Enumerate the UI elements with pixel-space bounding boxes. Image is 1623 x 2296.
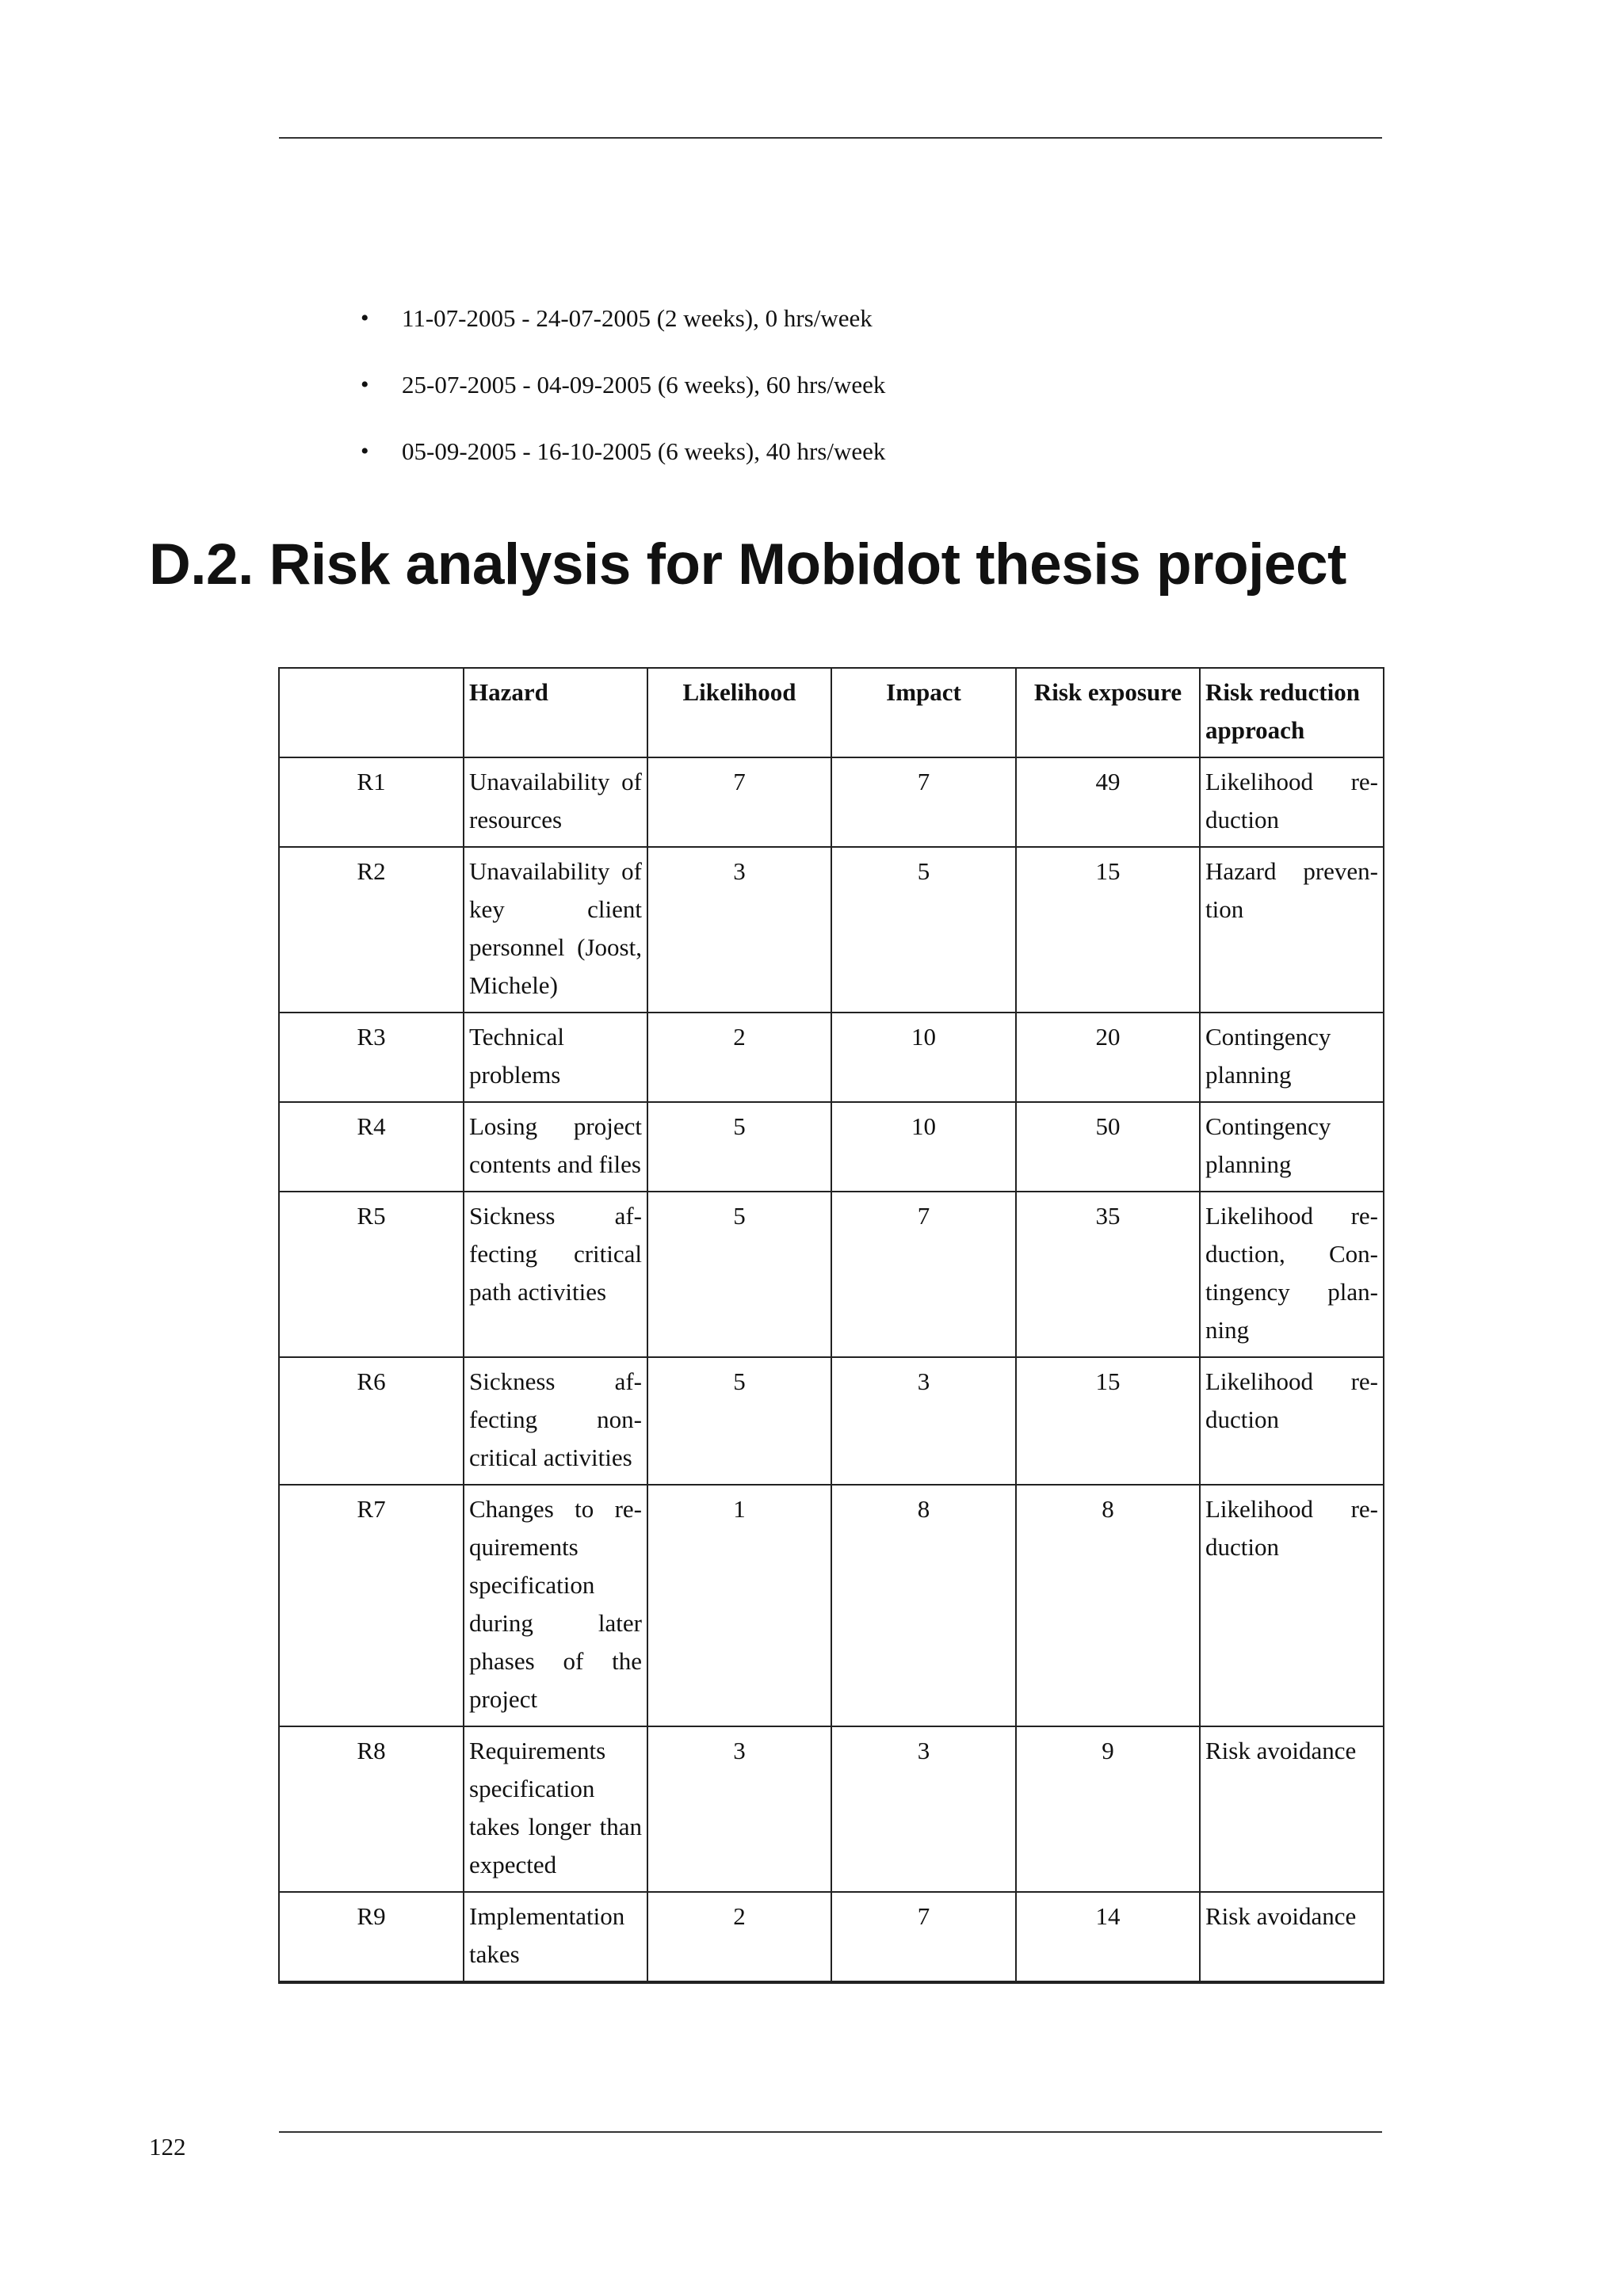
exposure-cell: 15 — [1016, 1357, 1200, 1485]
list-item — [361, 369, 885, 436]
likelihood-cell: 3 — [647, 847, 831, 1013]
table-row — [279, 1192, 1384, 1357]
hazard-cell: Sickness affecting non-critical activities — [464, 1357, 647, 1485]
hazard-cell: Changes to requirements specification during later phases of the project — [464, 1485, 647, 1726]
approach-cell: Hazard prevention — [1200, 847, 1384, 1013]
exposure-cell: 49 — [1016, 757, 1200, 847]
list-item-text: 05-09-2005 - 16-10-2005 (6 weeks), 40 hrs/week — [402, 437, 886, 465]
table-row — [279, 1485, 1384, 1726]
table-row — [279, 1357, 1384, 1485]
header-rule — [279, 137, 1382, 139]
hazard-cell: Technical problems — [464, 1013, 647, 1102]
risk-table — [278, 667, 1384, 1984]
risk-id: R5 — [279, 1192, 464, 1357]
risk-id: R8 — [279, 1726, 464, 1892]
risk-id: R2 — [279, 847, 464, 1013]
impact-cell: 5 — [831, 847, 1016, 1013]
exposure-cell: 20 — [1016, 1013, 1200, 1102]
impact-cell: 10 — [831, 1013, 1016, 1102]
risk-id: R9 — [279, 1892, 464, 1982]
bullet-icon: • — [361, 438, 369, 464]
hazard-cell: Implementation takes — [464, 1892, 647, 1982]
likelihood-cell: 5 — [647, 1102, 831, 1192]
list-item-text: 25-07-2005 - 04-09-2005 (6 weeks), 60 hrs/week — [402, 371, 886, 399]
table-row — [279, 1102, 1384, 1192]
approach-cell: Likelihood reduction — [1200, 757, 1384, 847]
likelihood-cell: 5 — [647, 1357, 831, 1485]
table-header-row — [279, 668, 1384, 757]
impact-cell: 7 — [831, 757, 1016, 847]
schedule-list — [361, 303, 885, 502]
header-hazard: Hazard — [464, 668, 647, 757]
exposure-cell: 9 — [1016, 1726, 1200, 1892]
header-likelihood: Likelihood — [647, 668, 831, 757]
likelihood-cell: 5 — [647, 1192, 831, 1357]
impact-cell: 7 — [831, 1192, 1016, 1357]
hazard-cell: Losing project contents and files — [464, 1102, 647, 1192]
table-row — [279, 757, 1384, 847]
likelihood-cell: 7 — [647, 757, 831, 847]
bullet-icon: • — [361, 305, 369, 331]
likelihood-cell: 2 — [647, 1013, 831, 1102]
exposure-cell: 50 — [1016, 1102, 1200, 1192]
risk-id: R1 — [279, 757, 464, 847]
exposure-cell: 8 — [1016, 1485, 1200, 1726]
hazard-cell: Unavailability of resources — [464, 757, 647, 847]
section-title: D.2. Risk analysis for Mobidot thesis project — [149, 532, 1346, 597]
likelihood-cell: 3 — [647, 1726, 831, 1892]
likelihood-cell: 1 — [647, 1485, 831, 1726]
table-row — [279, 847, 1384, 1013]
impact-cell: 8 — [831, 1485, 1016, 1726]
likelihood-cell: 2 — [647, 1892, 831, 1982]
risk-id: R7 — [279, 1485, 464, 1726]
exposure-cell: 15 — [1016, 847, 1200, 1013]
list-item-text: 11-07-2005 - 24-07-2005 (2 weeks), 0 hrs/week — [402, 304, 873, 332]
impact-cell: 10 — [831, 1102, 1016, 1192]
risk-id: R3 — [279, 1013, 464, 1102]
table-row — [279, 1726, 1384, 1892]
approach-cell: Likelihood reduction — [1200, 1485, 1384, 1726]
approach-cell: Contingency planning — [1200, 1102, 1384, 1192]
header-id — [279, 668, 464, 757]
approach-cell: Risk avoidance — [1200, 1892, 1384, 1982]
risk-id: R6 — [279, 1357, 464, 1485]
hazard-cell: Sickness affecting critical path activities — [464, 1192, 647, 1357]
hazard-cell: Unavailability of key client personnel (Joost, Michele) — [464, 847, 647, 1013]
header-impact: Impact — [831, 668, 1016, 757]
table-row — [279, 1013, 1384, 1102]
list-item — [361, 303, 885, 369]
exposure-cell: 14 — [1016, 1892, 1200, 1982]
table-row — [279, 1892, 1384, 1982]
approach-cell: Likelihood reduction, Contingency planning — [1200, 1192, 1384, 1357]
approach-cell: Contingency planning — [1200, 1013, 1384, 1102]
impact-cell: 3 — [831, 1726, 1016, 1892]
footer-rule — [279, 2131, 1382, 2133]
header-risk-exposure: Risk exposure — [1016, 668, 1200, 757]
list-item — [361, 436, 885, 502]
impact-cell: 3 — [831, 1357, 1016, 1485]
impact-cell: 7 — [831, 1892, 1016, 1982]
page-number: 122 — [149, 2133, 186, 2161]
header-risk-reduction-approach: Risk reduction approach — [1200, 668, 1384, 757]
bullet-icon: • — [361, 372, 369, 398]
approach-cell: Likelihood reduction — [1200, 1357, 1384, 1485]
exposure-cell: 35 — [1016, 1192, 1200, 1357]
hazard-cell: Requirements specification takes longer than expected — [464, 1726, 647, 1892]
risk-id: R4 — [279, 1102, 464, 1192]
approach-cell: Risk avoidance — [1200, 1726, 1384, 1892]
